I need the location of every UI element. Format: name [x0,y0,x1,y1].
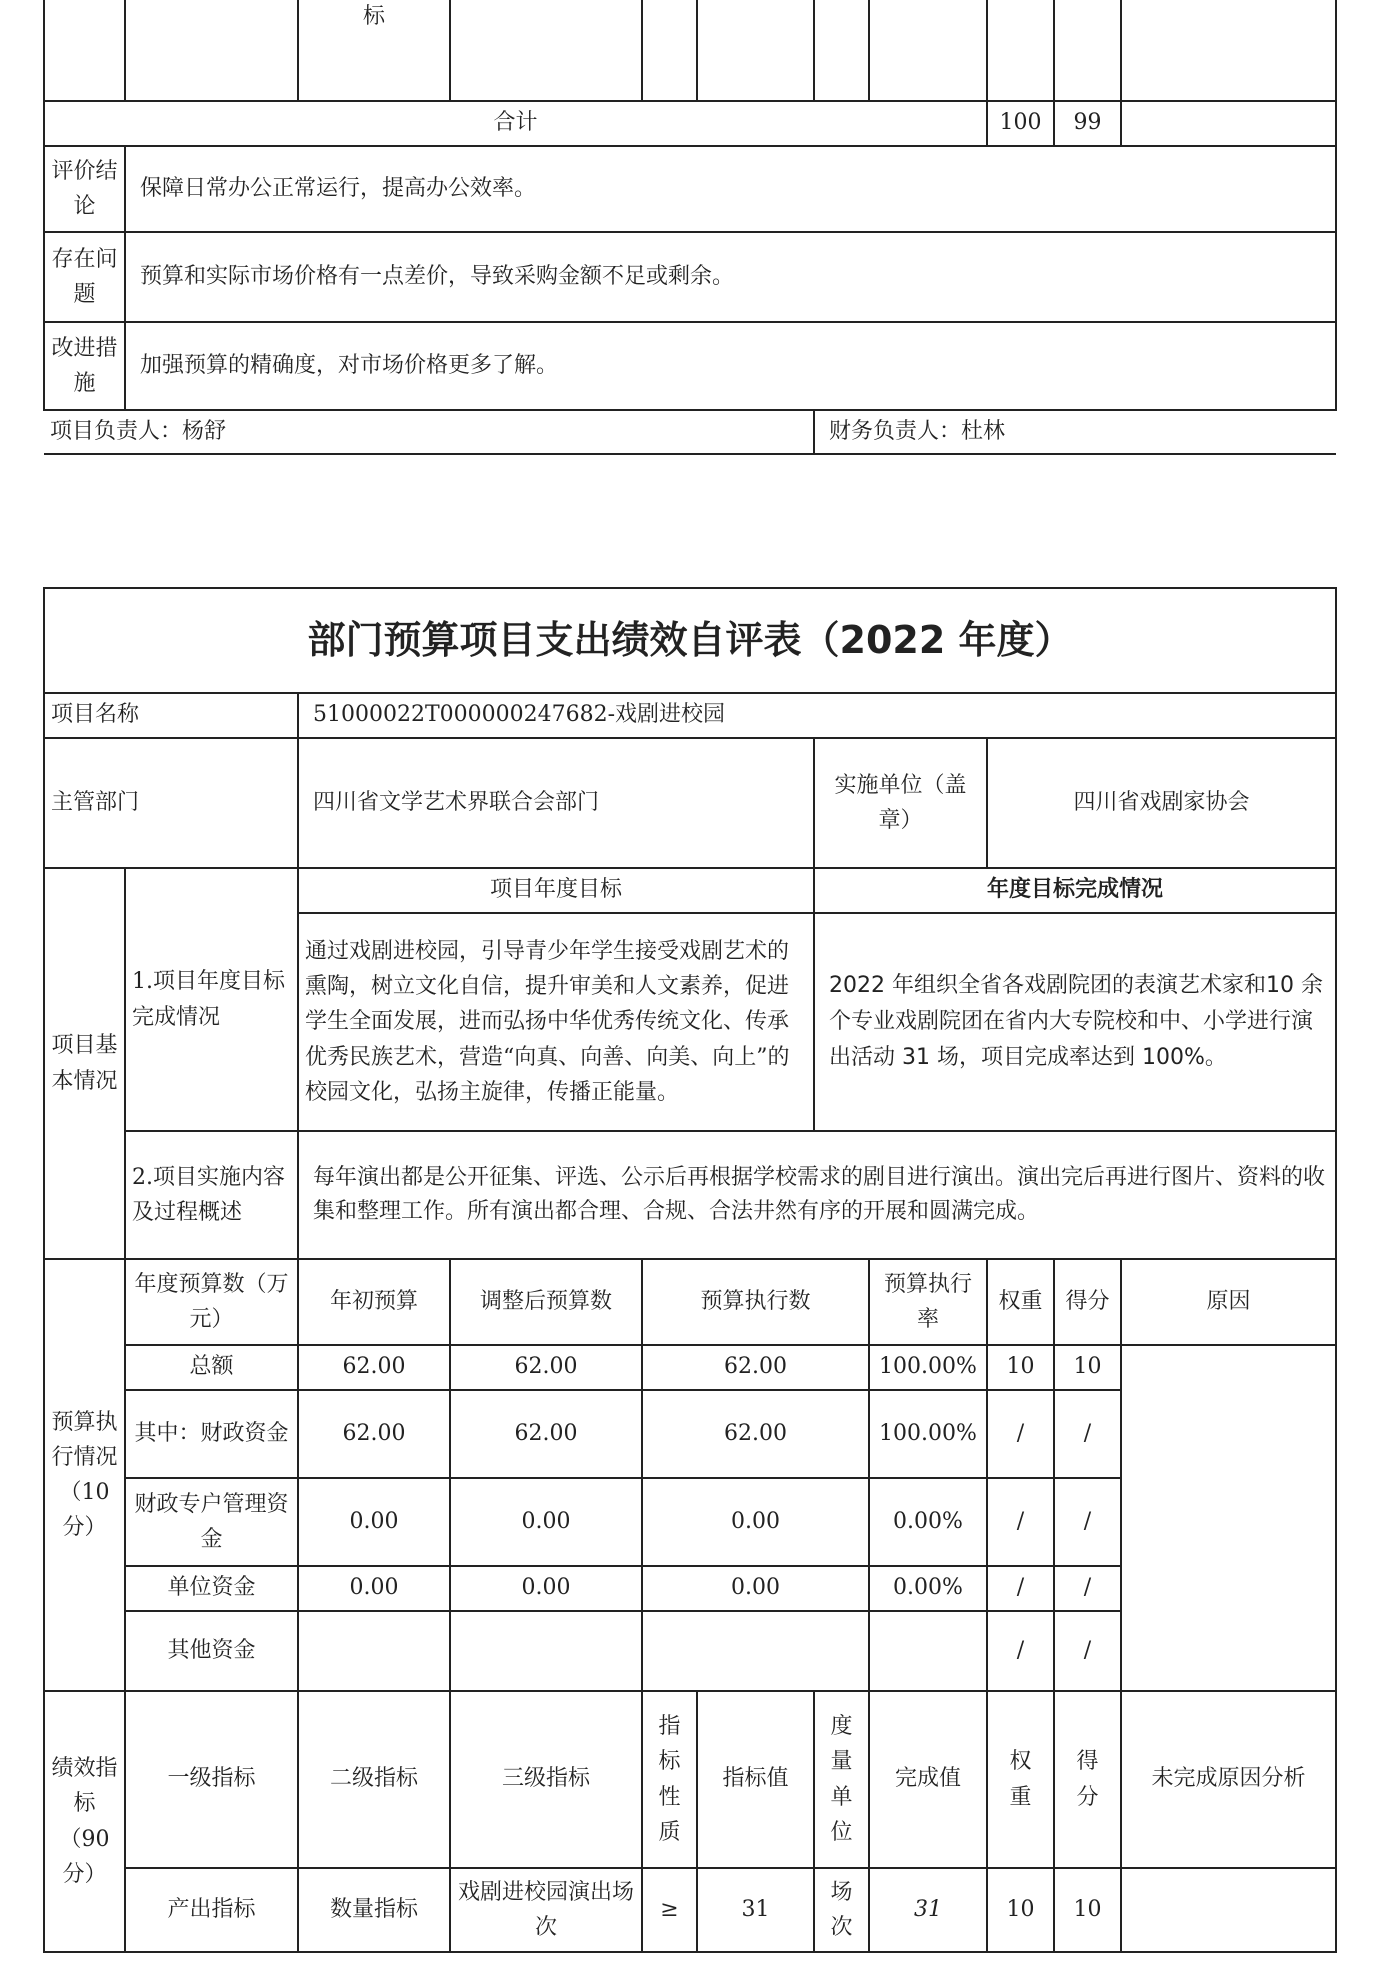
department-row [44,738,1336,868]
budget-row-name: 财政专户管理资金 [125,1478,298,1566]
budget-reason-cell [1121,1345,1336,1691]
total-label: 合计 [44,101,987,146]
budget-row-score: / [1054,1611,1121,1691]
budget-row-score: / [1054,1566,1121,1611]
budget-header-row [44,1259,1336,1345]
impl: 四川省戏剧家协会 [987,738,1336,868]
budget-header-adjusted: 调整后预算数 [450,1259,642,1345]
budget-row-executed: 62.00 [642,1390,869,1478]
budget-header-initial: 年初预算 [298,1259,450,1345]
dept: 四川省文学艺术界联合会部门 [298,738,814,868]
indicator-header-nature: 指标性质 [642,1691,697,1868]
budget-row-score: / [1054,1478,1121,1566]
project-lead: 项目负责人：杨舒 [44,410,814,454]
improvements-row [44,322,1336,410]
process-text: 每年演出都是公开征集、评选、公示后再根据学校需求的剧目进行演出。演出完后再进行图片、资料的收集和整理工作。所有演出都合理、合规、合法井然有序的开展和圆满完成。 [298,1131,1336,1259]
project-name-row [44,693,1336,738]
indicator-target: 31 [697,1868,814,1952]
indicators-label: 绩效指标（90分） [44,1691,125,1952]
indicator-header-unit: 度量单位 [814,1691,869,1868]
budget-row-rate: 0.00% [869,1566,987,1611]
previous-table [43,0,1337,455]
title-row [44,588,1336,693]
indicator-header-target: 指标值 [697,1691,814,1868]
budget-row-weight: 10 [987,1345,1054,1390]
budget-header-rate: 预算执行率 [869,1259,987,1345]
budget-row [44,1345,1336,1390]
indicator-nature: ≥ [642,1868,697,1952]
goal-label: 1.项目年度目标完成情况 [125,868,298,1131]
budget-row-score: 10 [1054,1345,1121,1390]
done-text: 2022 年组织全省各戏剧院团的表演艺术家和10 余个专业戏剧院团在省内大专院校和中、小学进行演出活动 31 场，项目完成率达到 100%。 [814,913,1336,1131]
problems-row [44,232,1336,322]
budget-row-name: 其他资金 [125,1611,298,1691]
budget-row-rate: 0.00% [869,1478,987,1566]
budget-row-executed [642,1611,869,1691]
indicator-header-weight: 权重 [987,1691,1054,1868]
budget-row-weight: / [987,1566,1054,1611]
indicator-l3: 戏剧进校园演出场次 [450,1868,642,1952]
total-score: 99 [1054,101,1121,146]
process-label: 2.项目实施内容及过程概述 [125,1131,298,1259]
budget-row-score: / [1054,1390,1121,1478]
indicator-actual: 31 [869,1868,987,1952]
signature-row [44,410,1336,454]
budget-row-initial: 62.00 [298,1390,450,1478]
evaluation-text: 保障日常办公正常运行，提高办公效率。 [125,146,1336,232]
goal-header-row [44,868,1336,913]
indicator-row-fragment [44,0,1336,101]
indicator-unit: 场次 [814,1868,869,1952]
improvements-text: 加强预算的精确度，对市场价格更多了解。 [125,322,1336,410]
process-row [44,1131,1336,1259]
budget-row-name: 总额 [125,1345,298,1390]
problems-label: 存在问题 [44,232,125,322]
total-row [44,101,1336,146]
budget-row-initial: 0.00 [298,1478,450,1566]
budget-row-weight: / [987,1478,1054,1566]
goal-header: 项目年度目标 [298,868,814,913]
budget-row-adjusted: 0.00 [450,1478,642,1566]
budget-label: 预算执行情况（10分） [44,1259,125,1691]
page-title: 部门预算项目支出绩效自评表（2022 年度） [44,588,1336,693]
indicator-header-score: 得分 [1054,1691,1121,1868]
budget-row-adjusted: 62.00 [450,1345,642,1390]
indicator-reason [1121,1868,1336,1952]
budget-row-rate [869,1611,987,1691]
improvements-label: 改进措施 [44,322,125,410]
budget-row-weight: / [987,1390,1054,1478]
budget-row-initial [298,1611,450,1691]
budget-header-reason: 原因 [1121,1259,1336,1345]
finance-lead: 财务负责人：杜林 [814,410,1336,454]
budget-row-name: 其中：财政资金 [125,1390,298,1478]
indicator-l2: 数量指标 [298,1868,450,1952]
basic-label: 项目基本情况 [44,868,125,1259]
indicator-l1: 产出指标 [125,1868,298,1952]
budget-row-adjusted: 0.00 [450,1566,642,1611]
budget-row-rate: 100.00% [869,1345,987,1390]
budget-row-adjusted: 62.00 [450,1390,642,1478]
budget-row-rate: 100.00% [869,1390,987,1478]
budget-row-weight: / [987,1611,1054,1691]
problems-text: 预算和实际市场价格有一点差价，导致采购金额不足或剩余。 [125,232,1336,322]
indicator-header-l1: 一级指标 [125,1691,298,1868]
goal-text: 通过戏剧进校园，引导青少年学生接受戏剧艺术的熏陶，树立文化自信，提升审美和人文素养，促进学生全面发展，进而弘扬中华优秀传统文化、传承优秀民族艺术，营造“向真、向善、向美、向上”的校园文化，弘扬主旋律，传播正能量。 [298,913,814,1131]
indicator-header-reason: 未完成原因分析 [1121,1691,1336,1868]
budget-row-executed: 62.00 [642,1345,869,1390]
dept-label: 主管部门 [44,738,298,868]
evaluation-label: 评价结论 [44,146,125,232]
indicator-row [44,1868,1336,1952]
budget-row-name: 单位资金 [125,1566,298,1611]
budget-header-score: 得分 [1054,1259,1121,1345]
project-name: 51000022T000000247682-戏剧进校园 [298,693,1336,738]
evaluation-row [44,146,1336,232]
indicator-header-actual: 完成值 [869,1691,987,1868]
budget-row-executed: 0.00 [642,1566,869,1611]
indicator-weight: 10 [987,1868,1054,1952]
row-label-fragment: 标 [298,0,450,101]
budget-row-adjusted [450,1611,642,1691]
indicator-header-l2: 二级指标 [298,1691,450,1868]
indicator-header-row [44,1691,1336,1868]
impl-label: 实施单位（盖章） [814,738,987,868]
indicator-score: 10 [1054,1868,1121,1952]
done-header: 年度目标完成情况 [814,868,1336,913]
budget-row-initial: 0.00 [298,1566,450,1611]
total-weight: 100 [987,101,1054,146]
budget-row-initial: 62.00 [298,1345,450,1390]
project-name-label: 项目名称 [44,693,298,738]
budget-header-executed: 预算执行数 [642,1259,869,1345]
indicator-header-l3: 三级指标 [450,1691,642,1868]
budget-row-executed: 0.00 [642,1478,869,1566]
performance-form [43,587,1337,1953]
budget-header-weight: 权重 [987,1259,1054,1345]
budget-header-annual: 年度预算数（万元） [125,1259,298,1345]
